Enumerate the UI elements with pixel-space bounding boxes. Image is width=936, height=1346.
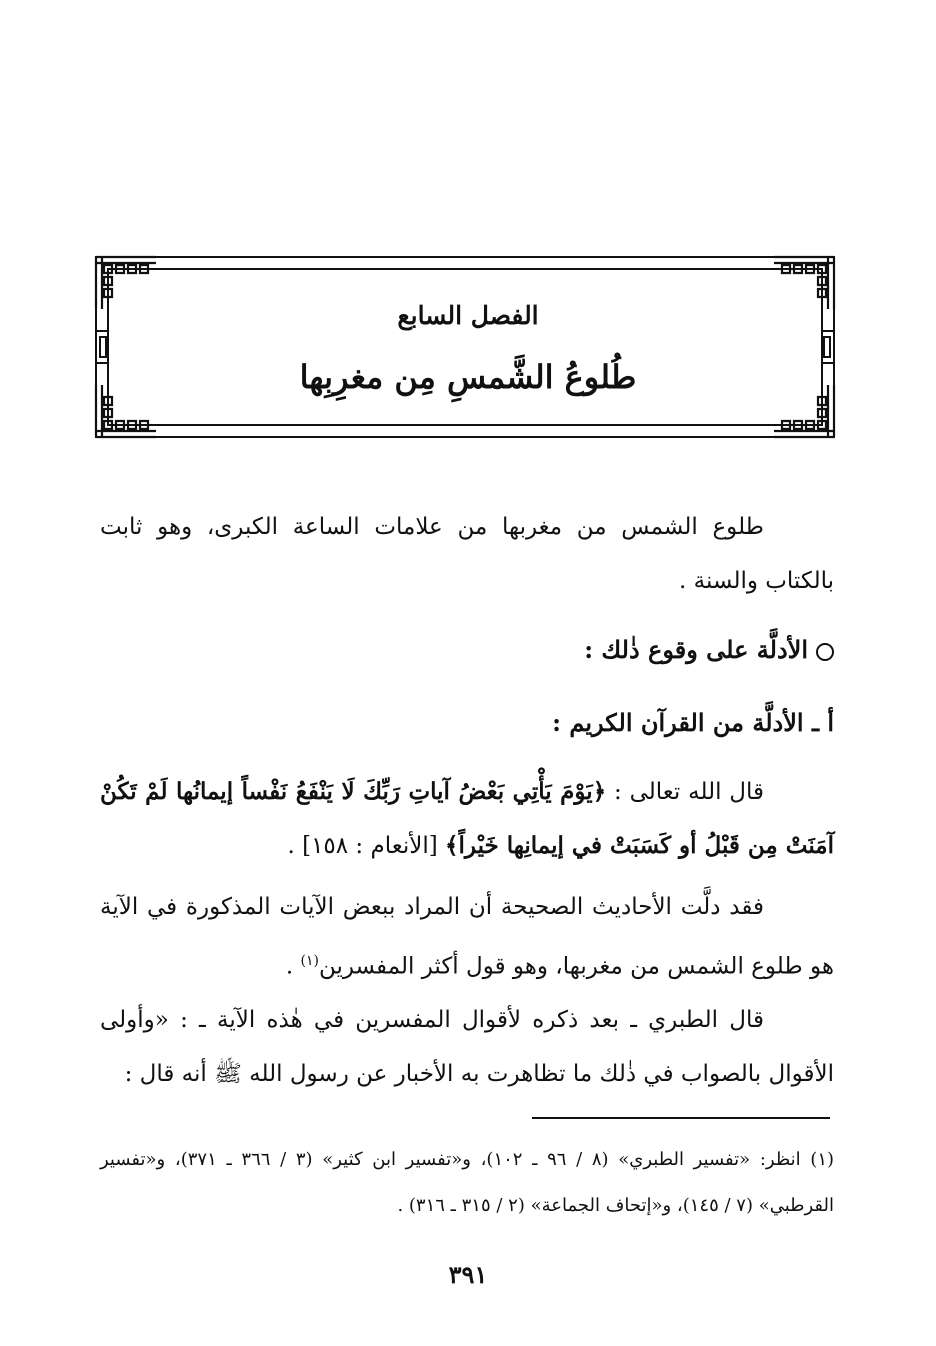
footnote-1: (١) انظر: «تفسير الطبري» (٨ / ٩٦ ـ ١٠٢)، و«تفسير ابن كثير» (٣ / ٣٦٦ ـ ٣٧١)، و«تفسير القرطبي» (٧ / ١٤٥)، و«إتحاف الجماعة» (٢ / ٣١٥ ـ ٣١٦) . [100,1149,835,1216]
verse-intro: قال الله تعالى : [614,779,765,805]
verse-paragraph [100,765,834,873]
intro-paragraph: طلوع الشمس من مغربها من علامات الساعة الكبرى، وهو ثابت بالكتاب والسنة . [100,514,834,594]
circle-bullet-icon [816,643,834,661]
verse-text: ﴿يَوْمَ يَأْتِي بَعْضُ آياتِ رَبِّكَ لَا يَنْفَعُ نَفْساً إيمانُها لَمْ تَكُنْ آمَنَتْ مِن قَبْلُ أو كَسَبَتْ في إيمانِها خَيْراً﴾ [100,778,834,859]
quran-heading: أ ـ الأدلَّة من القرآن الكريم : [552,708,834,737]
evidence-heading-text: الأدلَّة على وقوع ذٰلك : [584,635,808,664]
hadith-paragraph [100,880,834,994]
page-number: ٣٩١ [448,1260,488,1289]
evidence-heading [100,630,834,670]
chapter-subtitle: طُلوعُ الشَّمسِ مِن مغرِبِها [299,358,637,396]
chapter-frame-ornament [92,253,838,441]
hadith-text: فقد دلَّت الأحاديث الصحيحة أن المراد ببعض الآيات المذكورة في الآية هو طلوع الشمس من مغربها، وهو قول أكثر المفسرين [100,894,834,980]
hadith-end: . [285,953,301,980]
verse-reference: [الأنعام : ١٥٨] . [287,833,438,859]
footnote-marker: (١) [300,953,319,969]
chapter-title: الفصل السابع [397,301,539,330]
tabari-paragraph: قال الطبري ـ بعد ذكره لأقوال المفسرين في هٰذه الآية ـ : «وأولى الأقوال بالصواب في ذٰلك ما تظاهرت به الأخبار عن رسول الله ﷺ أنه قال : [100,1007,834,1087]
footnote-divider [532,1117,830,1119]
